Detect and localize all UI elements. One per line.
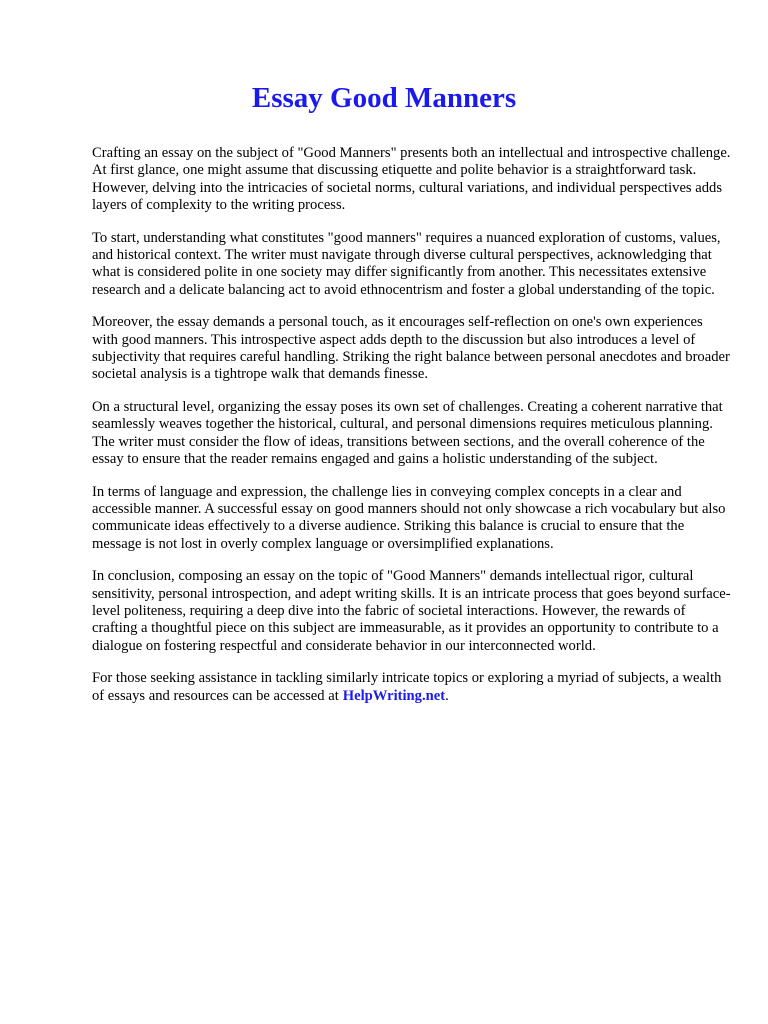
closing-punctuation: . xyxy=(445,687,449,704)
closing-paragraph xyxy=(92,670,732,705)
essay-body xyxy=(92,145,732,720)
closing-text: For those seeking assistance in tackling similarly intricate topics or exploring a myriad of subjects, a wealth of essays and resources can be accessed at xyxy=(92,670,722,704)
paragraph-2: To start, understanding what constitutes "good manners" requires a nuanced exploration of customs, values, and historical context. The writer must navigate through diverse cultural perspectives, acknowledging that what is considered polite in one society may differ significantly from another. This necessitates extensive research and a delicate balancing act to avoid ethnocentrism and foster a global understanding of the topic. xyxy=(92,229,721,298)
paragraph-5: In terms of language and expression, the challenge lies in conveying complex concepts in a clear and accessible manner. A successful essay on good manners should not only showcase a rich vocabulary but also communicate ideas effectively to a diverse audience. Striking this balance is crucial to ensure that the message is not lost in overly complex language or oversimplified explanations. xyxy=(92,483,726,552)
paragraph-1: Crafting an essay on the subject of "Good Manners" presents both an intellectual and introspective challenge. At first glance, one might assume that discussing etiquette and polite behavior is a straightforward task. However, delving into the intricacies of societal norms, cultural variations, and individual perspectives adds layers of complexity to the writing process. xyxy=(92,145,731,214)
helpwriting-link[interactable]: HelpWriting.net xyxy=(342,687,446,704)
document-title: Essay Good Manners xyxy=(251,82,517,114)
paragraph-6: In conclusion, composing an essay on the topic of "Good Manners" demands intellectual rigor, cultural sensitivity, personal introspection, and adept writing skills. It is an intricate process that goes beyond surface-level politeness, requiring a deep dive into the fabric of societal interactions. However, the rewards of crafting a thoughtful piece on this subject are immeasurable, as it provides an opportunity to contribute to a dialogue on fostering respectful and considerate behavior in our interconnected world. xyxy=(92,568,731,654)
paragraph-3: Moreover, the essay demands a personal touch, as it encourages self-reflection on one's own experiences with good manners. This introspective aspect adds depth to the discussion but also introduces a level of subjectivity that requires careful handling. Striking the right balance between personal anecdotes and broader societal analysis is a tightrope walk that demands finesse. xyxy=(92,314,730,383)
paragraph-4: On a structural level, organizing the essay poses its own set of challenges. Creating a coherent narrative that seamlessly weaves together the historical, cultural, and personal dimensions requires meticulous planning. The writer must consider the flow of ideas, transitions between sections, and the overall coherence of the essay to ensure that the reader remains engaged and gains a holistic understanding of the subject. xyxy=(92,398,723,468)
